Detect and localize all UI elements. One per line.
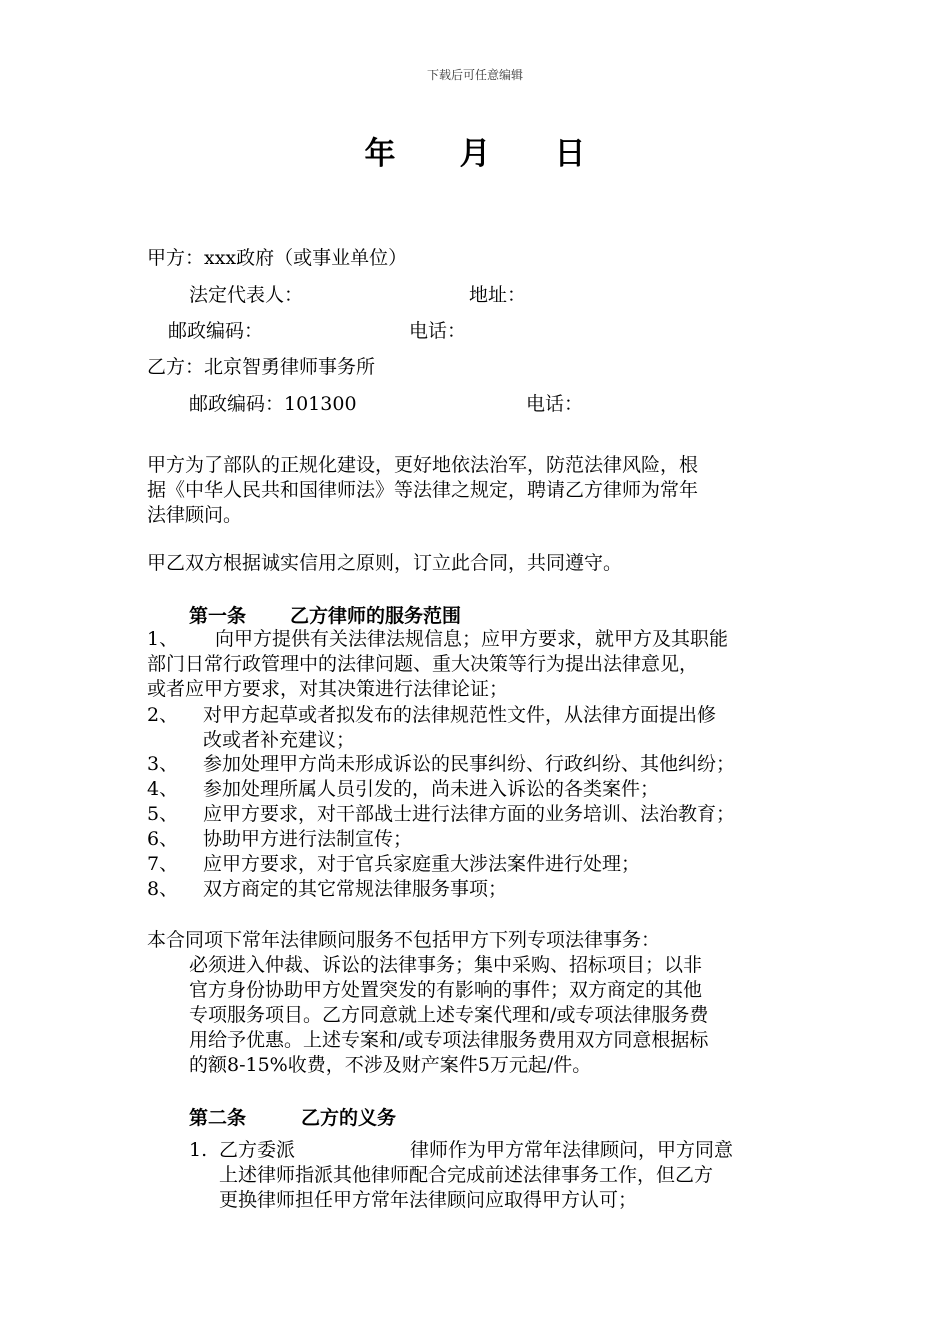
date-day: 日 [554,136,586,172]
article-1-item-7-line-1: 应甲方要求，对于官兵家庭重大涉法案件进行处理； [203,853,641,875]
article-2-item-1-line-2: 上述律师指派其他律师配合完成前述法律事务工作，但乙方 [219,1164,714,1186]
exclusion-line-1: 必须进入仲裁、诉讼的法律事务；集中采购、招标项目；以非 [189,954,703,976]
article-2-item-1-line-1a: 乙方委派 [219,1139,296,1161]
party-a-legal-rep: 法定代表人： [189,284,304,306]
article-1-item-8-num: 8、 [147,878,179,900]
article-1-item-7-num: 7、 [147,853,179,875]
article-1-number: 第一条 [189,605,247,627]
article-1-item-8-line-1: 双方商定的其它常规法律服务事项； [203,878,508,900]
article-1-item-2-line-1: 对甲方起草或者拟发布的法律规范性文件，从法律方面提出修 [203,704,717,726]
article-1-item-6-line-1: 协助甲方进行法制宣传； [203,828,413,850]
party-b-line: 乙方：北京智勇律师事务所 [147,356,376,378]
date-title [0,128,950,173]
article-1-title: 乙方律师的服务范围 [290,605,462,627]
intro-line-2: 据《中华人民共和国律师法》等法律之规定，聘请乙方律师为常年 [147,479,699,501]
date-year: 年 [364,136,396,172]
article-1-item-3-line-1: 参加处理甲方尚未形成诉讼的民事纠纷、行政纠纷、其他纠纷； [203,753,736,775]
exclusion-line-2: 官方身份协助甲方处置突发的有影响的事件；双方商定的其他 [189,979,703,1001]
party-a-address: 地址： [469,284,527,306]
article-1-item-1-line-3: 或者应甲方要求，对其决策进行法律论证； [147,678,509,700]
article-2-item-1-line-3: 更换律师担任甲方常年法律顾问应取得甲方认可； [219,1189,638,1211]
intro-paragraph-2: 甲乙双方根据诚实信用之原则，订立此合同，共同遵守。 [147,552,623,574]
exclusion-line-5: 的额8-15%收费，不涉及财产案件5万元起/件。 [189,1054,592,1076]
article-2-item-1-line-1b: 律师作为甲方常年法律顾问，甲方同意 [410,1139,734,1161]
party-b-postcode: 邮政编码：101300 [189,393,357,415]
party-a-phone: 电话： [409,320,467,342]
party-b-phone: 电话： [526,393,584,415]
article-1-item-4-line-1: 参加处理所属人员引发的，尚未进入诉讼的各类案件； [203,778,660,800]
intro-line-1: 甲方为了部队的正规化建设，更好地依法治军，防范法律风险，根 [147,454,699,476]
article-1-item-4-num: 4、 [147,778,179,800]
article-1-item-6-num: 6、 [147,828,179,850]
exclusion-lead: 本合同项下常年法律顾问服务不包括甲方下列专项法律事务： [147,929,661,951]
article-1-item-2-line-2: 改或者补充建议； [203,729,356,751]
article-1-item-5-line-1: 应甲方要求，对干部战士进行法律方面的业务培训、法治教育； [203,803,736,825]
exclusion-line-4: 用给予优惠。上述专案和/或专项法律服务费用双方同意根据标 [189,1029,709,1051]
exclusion-line-3: 专项服务项目。乙方同意就上述专案代理和/或专项法律服务费 [189,1004,709,1026]
article-1-item-1-line-2: 部门日常行政管理中的法律问题、重大决策等行为提出法律意见， [147,653,699,675]
article-2-title: 乙方的义务 [301,1107,397,1129]
party-a-postcode: 邮政编码： [168,320,264,342]
article-2-number: 第二条 [189,1107,247,1129]
article-1-item-1-num: 1、 [147,628,179,650]
article-1-item-2-num: 2、 [147,704,179,726]
article-1-item-5-num: 5、 [147,803,179,825]
party-a-line: 甲方：xxx政府（或事业单位） [147,247,408,269]
intro-line-3: 法律顾问。 [147,504,243,526]
article-1-item-3-num: 3、 [147,753,179,775]
download-note: 下载后可任意编辑 [426,68,523,82]
date-month: 月 [459,136,491,172]
article-2-item-1-num: 1. [189,1139,208,1161]
article-1-item-1-line-1: 向甲方提供有关法律法规信息；应甲方要求，就甲方及其职能 [215,628,729,650]
